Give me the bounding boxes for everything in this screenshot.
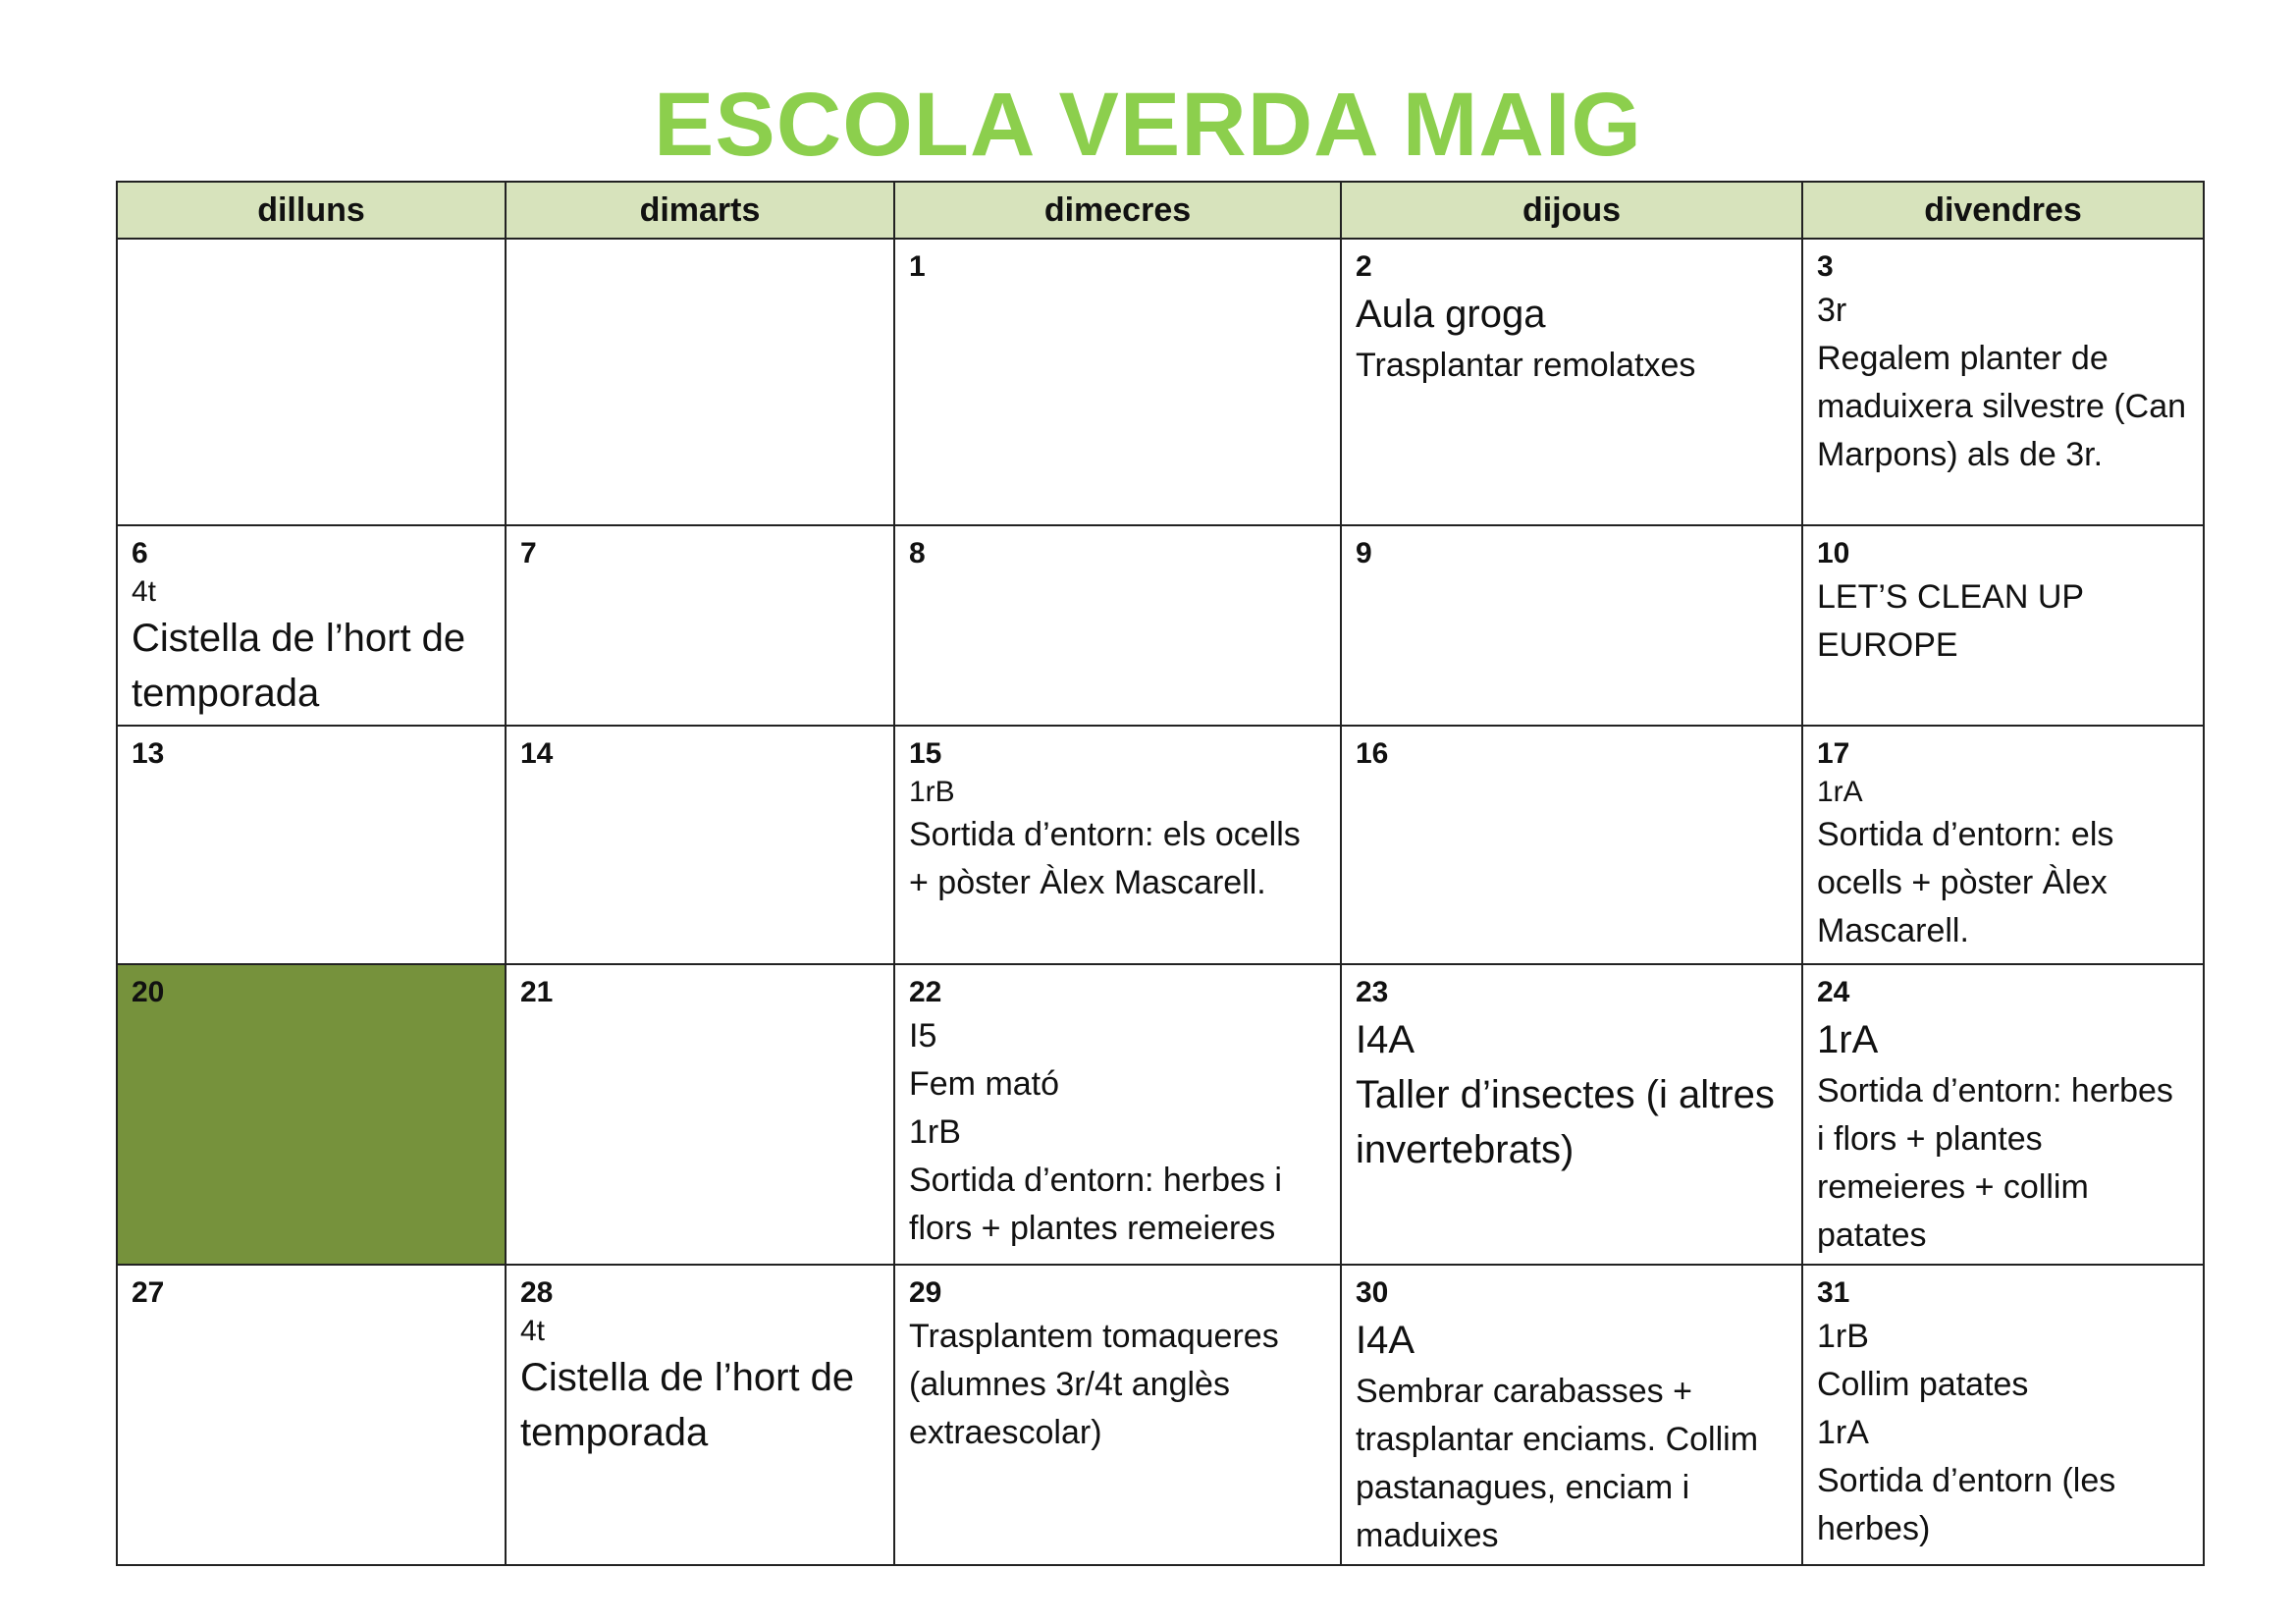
activity-text: 1rB	[909, 1113, 961, 1151]
week-row	[117, 239, 2204, 525]
activity-text: Collim patates	[1817, 1366, 2029, 1403]
activity-text: I5	[909, 1017, 937, 1055]
day-cell	[894, 964, 1341, 1265]
activity-text: 1rA	[1817, 1018, 1879, 1061]
day-number: 9	[1356, 537, 1372, 569]
day-number: 29	[909, 1276, 942, 1309]
page-title: ESCOLA VERDA MAIG	[654, 75, 1642, 175]
day-cell	[894, 239, 1341, 525]
activity-text: I4A	[1356, 1018, 1415, 1061]
activity-text: Taller d’insectes (i altres invertebrats)	[1356, 1073, 1775, 1171]
activity-text: 4t	[520, 1315, 546, 1347]
activity-text: 1rA	[1817, 776, 1863, 808]
day-cell	[894, 1265, 1341, 1565]
day-cell	[506, 239, 894, 525]
day-cell	[506, 1265, 894, 1565]
activity-text: Sortida d’entorn: herbes i flors + plantes remeieres + collim patates	[1817, 1072, 2173, 1254]
day-number: 27	[132, 1276, 165, 1309]
activity-text: 1rB	[909, 776, 955, 808]
day-cell	[117, 726, 506, 964]
day-number: 24	[1817, 976, 1850, 1008]
day-number: 14	[520, 737, 554, 770]
activity-text: Regalem planter de maduixera silvestre (Can Marpons) als de 3r.	[1817, 340, 2187, 473]
activity-text: LET’S CLEAN UP EUROPE	[1817, 578, 2084, 664]
weekday-header: dimecres	[894, 182, 1341, 239]
day-cell	[1341, 1265, 1802, 1565]
day-number: 3	[1817, 250, 1834, 283]
day-number: 10	[1817, 537, 1850, 569]
week-row	[117, 964, 2204, 1265]
activity-text: Sortida d’entorn: els ocells + pòster Àlex Mascarell.	[1817, 816, 2114, 949]
day-number: 21	[520, 976, 554, 1008]
day-cell	[1802, 726, 2204, 964]
day-cell	[506, 726, 894, 964]
day-number: 31	[1817, 1276, 1850, 1309]
day-number: 23	[1356, 976, 1389, 1008]
day-cell	[1341, 726, 1802, 964]
day-number: 6	[132, 537, 148, 569]
activity-text: 1rA	[1817, 1414, 1869, 1451]
day-cell	[1802, 239, 2204, 525]
day-cell	[1341, 239, 1802, 525]
day-number: 22	[909, 976, 942, 1008]
day-number: 7	[520, 537, 537, 569]
week-row	[117, 726, 2204, 964]
day-number: 28	[520, 1276, 554, 1309]
activity-text: Trasplantem tomaqueres (alumnes 3r/4t anglès extraescolar)	[909, 1318, 1279, 1451]
day-number: 1	[909, 250, 926, 283]
activity-text: Sembrar carabasses + trasplantar enciams. Collim pastanagues, enciam i maduixes	[1356, 1373, 1759, 1554]
day-number: 15	[909, 737, 942, 770]
day-cell	[506, 525, 894, 726]
activity-text: Fem mató	[909, 1065, 1060, 1103]
day-cell	[1802, 525, 2204, 726]
weekday-header: divendres	[1802, 182, 2204, 239]
day-number: 16	[1356, 737, 1389, 770]
activity-text: Sortida d’entorn: els ocells + pòster Àlex Mascarell.	[909, 816, 1301, 901]
weekday-header: dimarts	[506, 182, 894, 239]
day-number: 30	[1356, 1276, 1389, 1309]
week-row	[117, 525, 2204, 726]
day-cell	[506, 964, 894, 1265]
day-number: 8	[909, 537, 926, 569]
weekday-header: dilluns	[117, 182, 506, 239]
day-number: 13	[132, 737, 165, 770]
day-cell	[117, 525, 506, 726]
day-cell	[117, 1265, 506, 1565]
day-cell	[1341, 964, 1802, 1265]
calendar-table	[116, 181, 2205, 1566]
activity-text: Aula groga	[1356, 293, 1546, 336]
activity-text: 4t	[132, 575, 157, 608]
activity-text: Cistella de l’hort de temporada	[132, 617, 466, 715]
day-number: 2	[1356, 250, 1372, 283]
activity-text: Sortida d’entorn (les herbes)	[1817, 1462, 2116, 1547]
day-cell	[117, 239, 506, 525]
activity-text: 3r	[1817, 292, 1847, 329]
activity-text: Sortida d’entorn: herbes i flors + plantes remeieres	[909, 1162, 1282, 1247]
day-cell	[117, 964, 506, 1265]
day-cell	[1802, 1265, 2204, 1565]
day-number: 20	[132, 976, 165, 1008]
week-row	[117, 1265, 2204, 1565]
day-cell	[1341, 525, 1802, 726]
activity-text: Trasplantar remolatxes	[1356, 347, 1696, 384]
activity-text: Cistella de l’hort de temporada	[520, 1356, 855, 1454]
weekday-header-row	[117, 182, 2204, 239]
activity-text: 1rB	[1817, 1318, 1869, 1355]
weekday-header: dijous	[1341, 182, 1802, 239]
activity-text: I4A	[1356, 1319, 1415, 1362]
day-cell	[894, 525, 1341, 726]
day-cell	[894, 726, 1341, 964]
day-cell	[1802, 964, 2204, 1265]
day-number: 17	[1817, 737, 1850, 770]
